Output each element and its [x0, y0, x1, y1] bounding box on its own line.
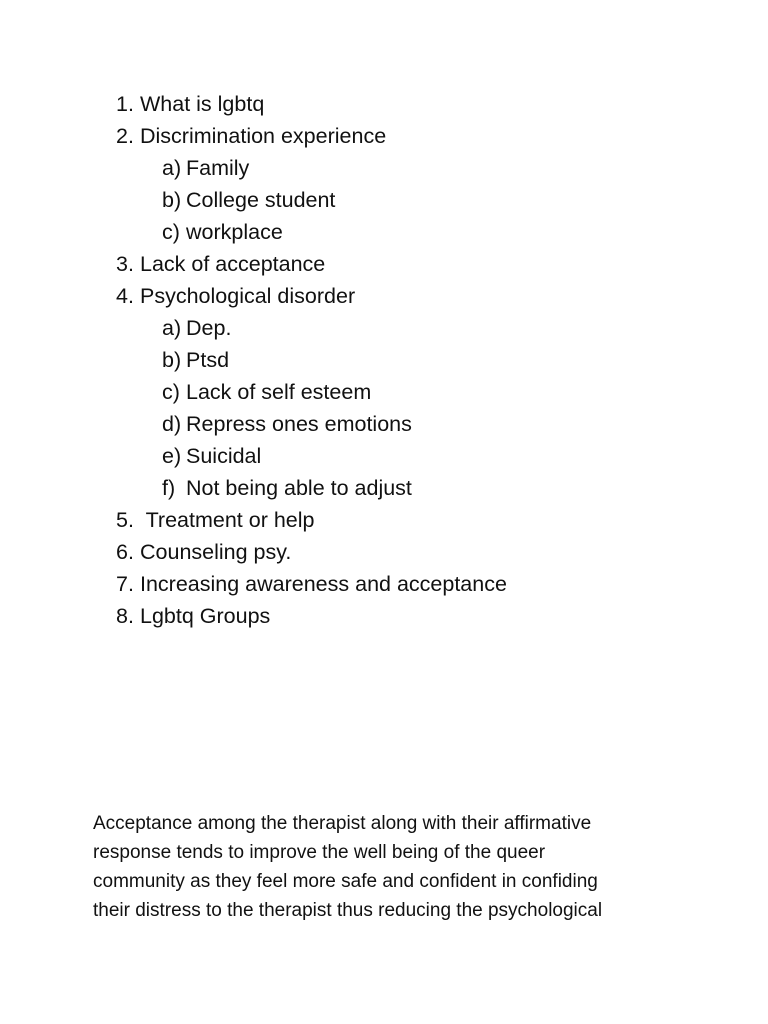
item-text: What is lgbtq [140, 92, 265, 116]
item-text: Lack of acceptance [140, 252, 326, 276]
outline-subitem [116, 312, 507, 344]
subitem-text: Not being able to adjust [186, 476, 412, 500]
subitem-marker: a) [162, 156, 182, 180]
item-marker: 2. [116, 124, 134, 148]
outline-subitem [116, 344, 507, 376]
paragraph-line: Acceptance among the therapist along with their affirmative [93, 813, 592, 834]
outline-item [116, 536, 507, 568]
subitem-marker: b) [162, 348, 182, 372]
subitem-text: Family [186, 156, 250, 180]
outline-item [116, 120, 507, 152]
subitem-marker: e) [162, 444, 182, 468]
subitem-text: Lack of self esteem [186, 380, 372, 404]
topic-outline [116, 88, 507, 632]
subitem-marker: d) [162, 412, 182, 436]
outline-item [116, 504, 507, 536]
outline-subitem [116, 152, 507, 184]
outline-subitem [116, 184, 507, 216]
item-text: Lgbtq Groups [140, 604, 271, 628]
item-marker: 5. [116, 508, 134, 532]
outline-subitem [116, 408, 507, 440]
item-text: Psychological disorder [140, 284, 356, 308]
paragraph-line: community as they feel more safe and confident in confiding [93, 871, 598, 892]
subitem-marker: a) [162, 316, 182, 340]
body-paragraph [93, 809, 693, 925]
paragraph-line: response tends to improve the well being of the queer [93, 842, 546, 863]
item-marker: 1. [116, 92, 134, 116]
item-text: Increasing awareness and acceptance [140, 572, 507, 596]
outline-item [116, 248, 507, 280]
outline-subitem [116, 472, 507, 504]
item-marker: 6. [116, 540, 134, 564]
subitem-marker: c) [162, 380, 180, 404]
outline-subitem [116, 440, 507, 472]
subitem-marker: c) [162, 220, 180, 244]
item-text: Counseling psy. [140, 540, 292, 564]
subitem-text: Suicidal [186, 444, 262, 468]
outline-subitem [116, 376, 507, 408]
subitem-text: Repress ones emotions [186, 412, 412, 436]
outline-item [116, 280, 507, 312]
outline-item [116, 88, 507, 120]
subitem-text: College student [186, 188, 336, 212]
item-marker: 8. [116, 604, 134, 628]
item-text: Treatment or help [140, 508, 315, 532]
outline-item [116, 600, 507, 632]
subitem-marker: b) [162, 188, 182, 212]
subitem-text: Dep. [186, 316, 232, 340]
item-text: Discrimination experience [140, 124, 387, 148]
outline-subitem [116, 216, 507, 248]
paragraph-line: their distress to the therapist thus reducing the psychological [93, 900, 603, 921]
item-marker: 4. [116, 284, 134, 308]
item-marker: 7. [116, 572, 134, 596]
subitem-text: Ptsd [186, 348, 230, 372]
outline-item [116, 568, 507, 600]
subitem-text: workplace [186, 220, 283, 244]
item-marker: 3. [116, 252, 134, 276]
subitem-marker: f) [162, 476, 176, 500]
